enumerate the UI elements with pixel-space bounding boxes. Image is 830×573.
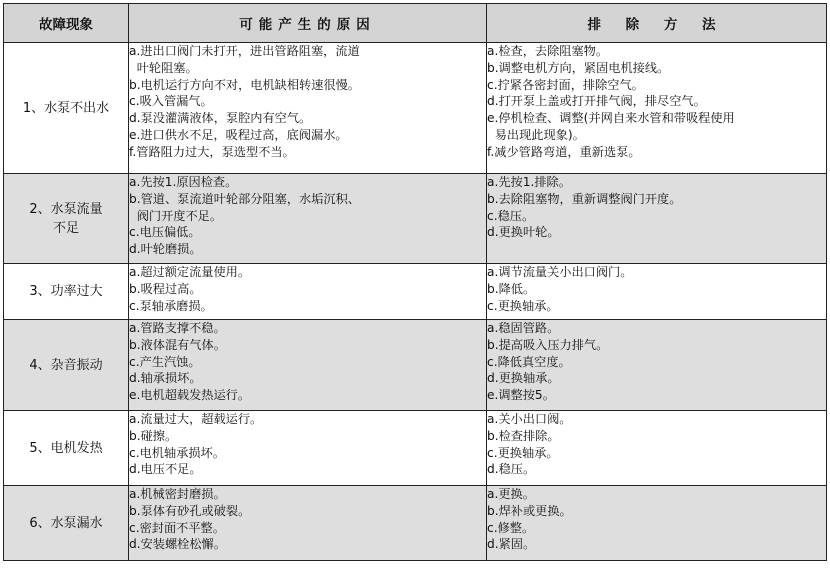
list-item: a.机械密封磨损。 — [129, 487, 226, 501]
list-item: c.修整。 — [487, 520, 535, 535]
table-row — [4, 320, 827, 411]
list-item: a.稳固管路。 — [487, 321, 560, 335]
header-cause: 可能产生的原因 — [129, 4, 487, 43]
header-remedy: 排 除 方 法 — [487, 4, 827, 43]
list-item: a.流量过大，超载运行。 — [129, 412, 263, 426]
list-item: c.泵轴承磨损。 — [129, 298, 213, 313]
list-item: a.先按1.排除。 — [487, 175, 571, 189]
list-item: d.安装螺栓松懈。 — [129, 537, 226, 552]
list-item: b.调整电机方向，紧固电机接线。 — [487, 60, 670, 75]
symptom-text: 3、功率过大 — [29, 284, 103, 299]
remedy-cell — [487, 486, 827, 561]
cause-cell — [129, 43, 487, 174]
header-row — [4, 4, 827, 43]
list-item: d.更换轴承。 — [487, 371, 560, 386]
list-item: a.先按1.原因检查。 — [129, 175, 238, 189]
remedy-cell — [487, 43, 827, 174]
list-item: b.液体混有气体。 — [129, 337, 226, 352]
symptom-cell — [4, 264, 129, 320]
list-item: d.叶轮磨损。 — [129, 242, 202, 257]
list-item: f.管路阻力过大，泵选型不当。 — [129, 144, 295, 159]
list-item: c.更换轴承。 — [487, 298, 559, 313]
cause-cell — [129, 264, 487, 320]
table-row — [4, 486, 827, 561]
table-row — [4, 174, 827, 264]
symptom-cell — [4, 411, 129, 486]
symptom-text: 1、水泵不出水 — [22, 100, 110, 116]
symptom-cell — [4, 320, 129, 411]
list-item: d.电压不足。 — [129, 462, 202, 477]
list-item: b.碰擦。 — [129, 428, 178, 443]
cause-cell — [129, 486, 487, 561]
cause-cell — [129, 411, 487, 486]
list-item: c.吸入管漏气。 — [129, 94, 213, 109]
list-item: e.调整按5。 — [487, 388, 555, 403]
list-item: b.管道、泵流道叶轮部分阻塞，水垢沉积、 阀门开度不足。 — [129, 191, 360, 223]
remedy-cell — [487, 320, 827, 411]
list-item: d.紧固。 — [487, 537, 536, 552]
list-item: e.进口供水不足，吸程过高，底阀漏水。 — [129, 127, 348, 142]
list-item: a.调节流量关小出口阀门。 — [487, 265, 633, 279]
symptom-text: 2、水泵流量 不足 — [29, 201, 103, 236]
remedy-cell — [487, 174, 827, 264]
list-item: d.更换叶轮。 — [487, 225, 560, 240]
list-item: a.超过额定流量使用。 — [129, 265, 251, 279]
list-item: c.拧紧各密封面，排除空气。 — [487, 77, 644, 92]
list-item: d.轴承损坏。 — [129, 371, 202, 386]
symptom-text: 5、电机发热 — [29, 440, 103, 456]
list-item: c.电压偏低。 — [129, 225, 201, 240]
symptom-text: 6、水泵漏水 — [29, 515, 103, 531]
list-item: c.密封面不平整。 — [129, 520, 225, 535]
list-item: a.管路支撑不稳。 — [129, 321, 226, 335]
symptom-cell — [4, 486, 129, 561]
symptom-text: 4、杂音振动 — [29, 357, 103, 373]
list-item: b.检查排除。 — [487, 428, 560, 443]
symptom-cell — [4, 43, 129, 174]
cause-cell — [129, 320, 487, 411]
list-item: e.停机检查、调整(并网自来水管和带吸程使用 易出现此现象)。 — [487, 111, 735, 142]
table-row — [4, 264, 827, 320]
list-item: b.吸程过高。 — [129, 281, 202, 296]
list-item: e.电机超载发热运行。 — [129, 388, 251, 403]
fault-table-container — [3, 3, 827, 569]
cause-cell — [129, 174, 487, 264]
table-row — [4, 411, 827, 486]
fault-table — [3, 3, 827, 561]
list-item: d.打开泵上盖或打开排气阀，排尽空气。 — [487, 94, 706, 109]
list-item: b.焊补或更换。 — [487, 503, 572, 518]
list-item: b.泵体有砂孔或破裂。 — [129, 503, 251, 518]
list-item: a.更换。 — [487, 487, 535, 501]
list-item: a.进出口阀门未打开，进出管路阻塞，流道 叶轮阻塞。 — [129, 44, 360, 75]
list-item: a.检查，去除阻塞物。 — [487, 44, 609, 58]
table-row — [4, 43, 827, 174]
list-item: b.提高吸入压力排气。 — [487, 337, 609, 352]
remedy-cell — [487, 264, 827, 320]
list-item: f.减少管路弯道，重新选泵。 — [487, 144, 641, 159]
list-item: a.关小出口阀。 — [487, 412, 572, 426]
list-item: c.电机轴承损坏。 — [129, 445, 225, 460]
remedy-cell — [487, 411, 827, 486]
header-symptom: 故障现象 — [4, 4, 129, 43]
list-item: b.降低。 — [487, 281, 536, 296]
symptom-cell — [4, 174, 129, 264]
list-item: b.电机运行方向不对，电机缺相转速很慢。 — [129, 77, 360, 92]
list-item: c.稳压。 — [487, 208, 535, 223]
list-item: d.泵没灌满液体，泵腔内有空气。 — [129, 111, 312, 126]
list-item: b.去除阻塞物，重新调整阀门开度。 — [487, 191, 682, 206]
list-item: c.产生汽蚀。 — [129, 354, 201, 369]
list-item: c.更换轴承。 — [487, 445, 559, 460]
list-item: c.降低真空度。 — [487, 354, 571, 369]
list-item: d.稳压。 — [487, 462, 536, 477]
